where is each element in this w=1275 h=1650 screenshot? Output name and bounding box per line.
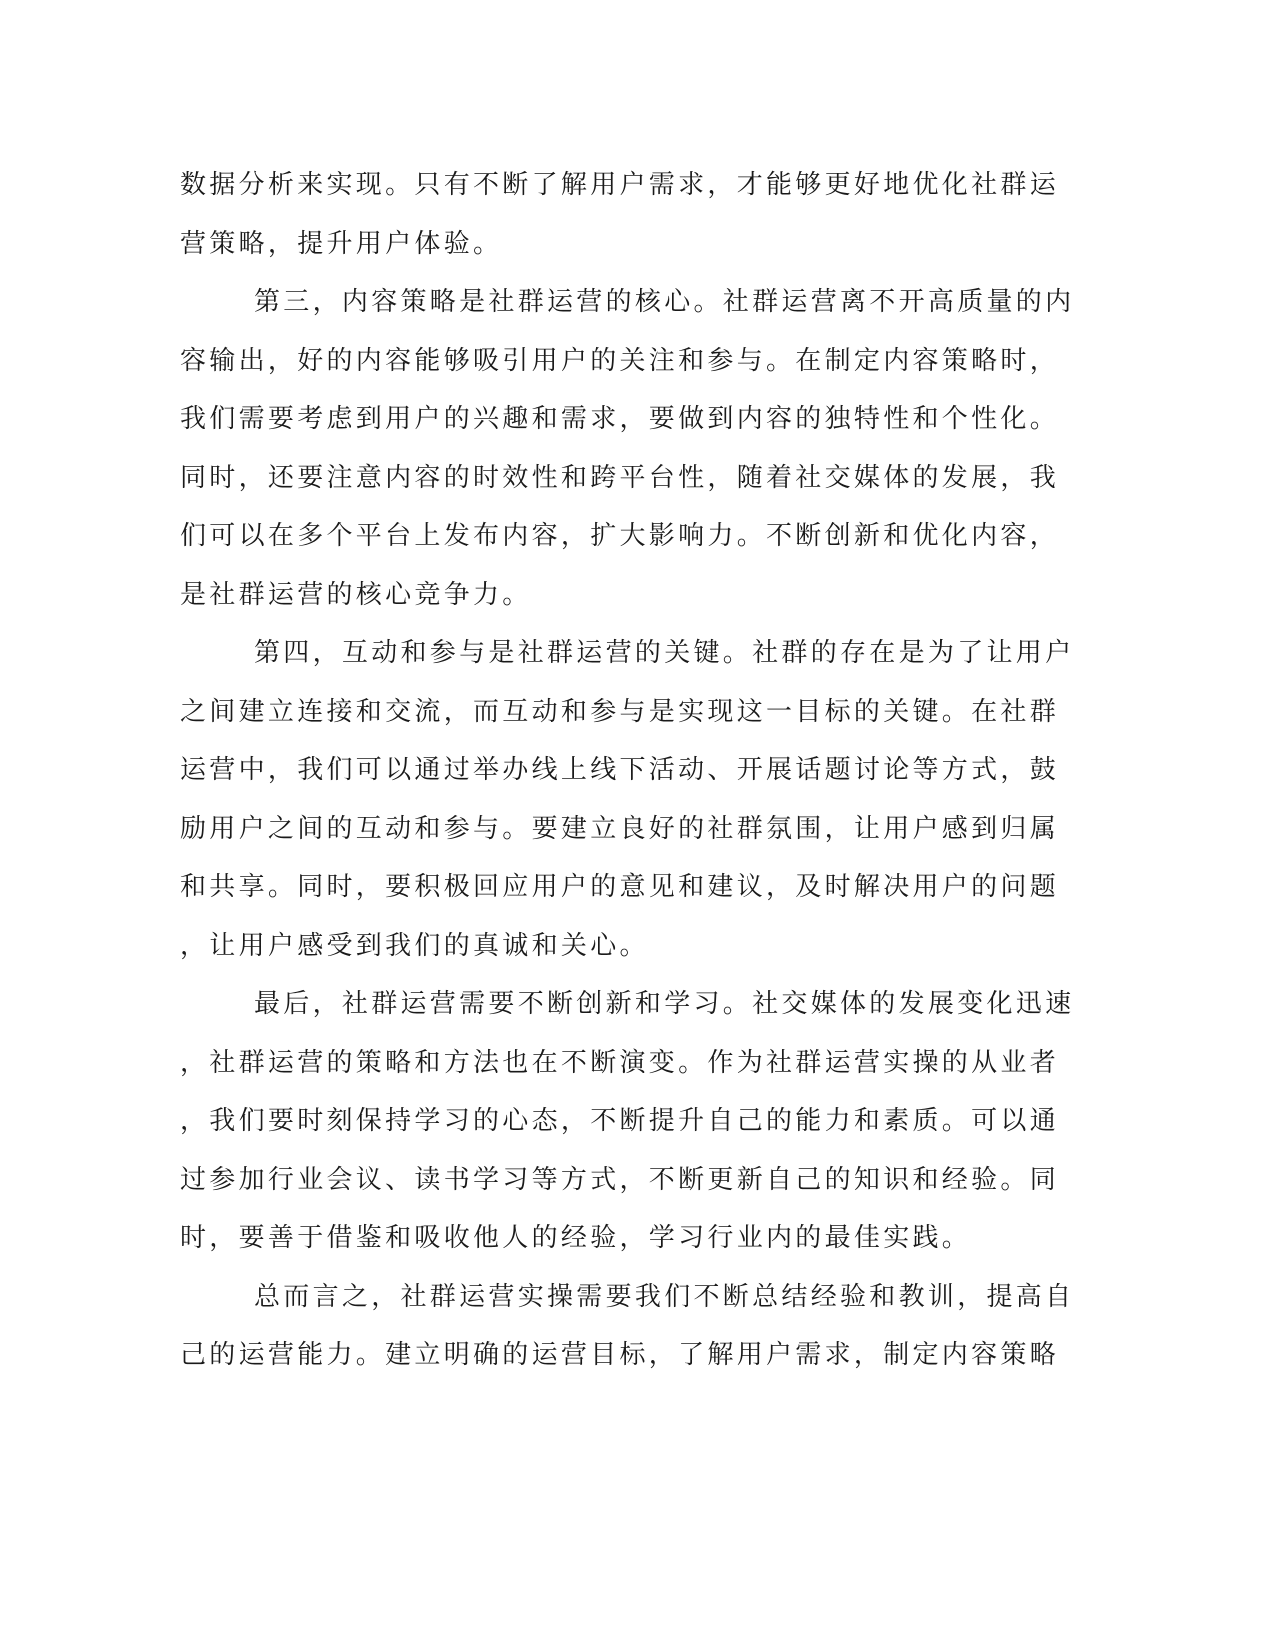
text-line: ，我们要时刻保持学习的心态，不断提升自己的能力和素质。可以通 [180,1106,1060,1136]
text-line: 营策略，提升用户体验。 [180,228,503,259]
body-text [180,156,1075,1385]
paragraph-start-line: 第三，内容策略是社群运营的核心。社群运营离不开高质量的内 [254,287,1075,317]
text-line: 我们需要考虑到用户的兴趣和需求，要做到内容的独特性和个性化。 [180,404,1060,434]
text-line: 同时，还要注意内容的时效性和跨平台性，随着社交媒体的发展，我 [180,462,1060,493]
text-line: 们可以在多个平台上发布内容，扩大影响力。不断创新和优化内容， [180,521,1060,551]
text-line: 时，要善于借鉴和吸收他人的经验，学习行业内的最佳实践。 [180,1223,972,1253]
text-line: 己的运营能力。建立明确的运营目标，了解用户需求，制定内容策略 [180,1340,1060,1370]
text-line: 之间建立连接和交流，而互动和参与是实现这一目标的关键。在社群 [180,696,1060,727]
paragraph-start-line: 最后，社群运营需要不断创新和学习。社交媒体的发展变化迅速 [254,989,1075,1019]
text-line: 运营中，我们可以通过举办线上线下活动、开展话题讨论等方式，鼓 [180,755,1060,785]
paragraph-start-line: 第四，互动和参与是社群运营的关键。社群的存在是为了让用户 [254,638,1075,668]
text-line: 和共享。同时，要积极回应用户的意见和建议，及时解决用户的问题 [180,872,1060,902]
text-line: 容输出，好的内容能够吸引用户的关注和参与。在制定内容策略时， [180,345,1060,376]
text-line: 是社群运营的核心竞争力。 [180,579,532,610]
text-line: 过参加行业会议、读书学习等方式，不断更新自己的知识和经验。同 [180,1164,1060,1195]
text-line: ，社群运营的策略和方法也在不断演变。作为社群运营实操的从业者 [180,1047,1060,1078]
text-line: 数据分析来实现。只有不断了解用户需求，才能够更好地优化社群运 [180,170,1060,200]
text-line: 励用户之间的互动和参与。要建立良好的社群氛围，让用户感到归属 [180,813,1060,844]
text-line: ，让用户感受到我们的真诚和关心。 [180,930,649,961]
paragraph-start-line: 总而言之，社群运营实操需要我们不断总结经验和教训，提高自 [254,1281,1075,1312]
